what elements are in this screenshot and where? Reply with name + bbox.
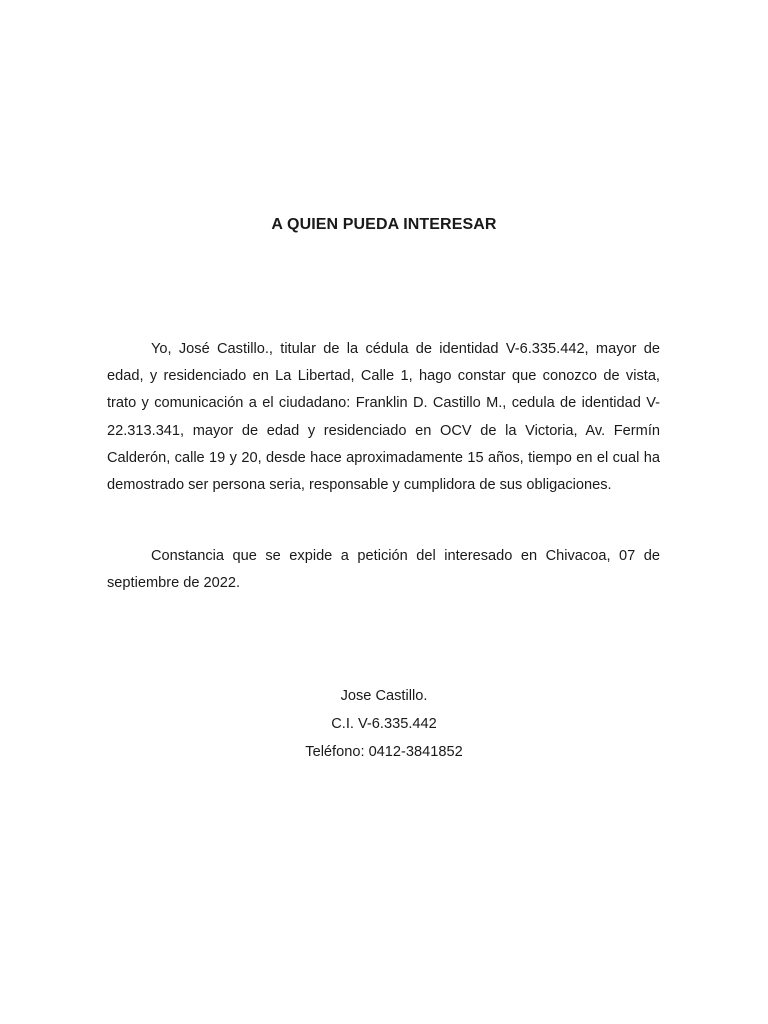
body-paragraph-constancia: Constancia que se expide a petición del interesado en Chivacoa, 07 de septiembre de 2022. xyxy=(107,548,660,592)
body-paragraph-declaration: Yo, José Castillo., titular de la cédula de identidad V-6.335.442, mayor de edad, y residenciado en La Libertad, Calle 1, hago constar que conozco de vista, trato y comunicación a el ciudadano: Franklin D. Castillo M., cedula de identidad V-22.313.341, mayor de edad y residenciado en OCV de la Victoria, Av. Fermín Calderón, calle 19 y 20, desde hace aproximadamente 15 años, tiempo en el cual ha demostrado ser persona seria, responsable y cumplidora de sus obligaciones. xyxy=(107,341,660,494)
signature-phone: Teléfono: 0412-3841852 xyxy=(305,744,463,760)
signature-name: Jose Castillo. xyxy=(340,688,428,704)
document-title: A QUIEN PUEDA INTERESAR xyxy=(271,216,497,233)
signature-block xyxy=(0,682,768,766)
signature-id: C.I. V-6.335.442 xyxy=(331,716,437,732)
